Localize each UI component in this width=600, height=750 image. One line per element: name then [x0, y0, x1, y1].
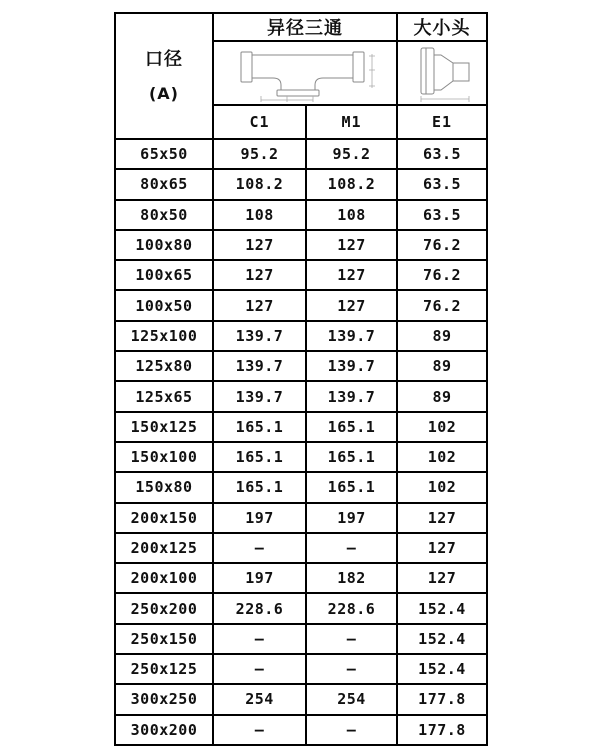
corner-header-cell [115, 13, 213, 139]
size-cell: 80x50 [115, 200, 213, 230]
size-cell: 100x80 [115, 230, 213, 260]
table-row [115, 230, 487, 260]
table-row [115, 412, 487, 442]
e1-cell: 76.2 [397, 290, 487, 320]
m1-cell: 127 [306, 290, 397, 320]
c1-cell: — [213, 533, 306, 563]
m1-cell: 197 [306, 503, 397, 533]
e1-cell: 89 [397, 381, 487, 411]
c1-cell: 127 [213, 260, 306, 290]
table-row [115, 169, 487, 199]
size-cell: 125x100 [115, 321, 213, 351]
table-row [115, 684, 487, 714]
size-cell: 300x200 [115, 715, 213, 745]
size-cell: 125x80 [115, 351, 213, 381]
c1-cell: 165.1 [213, 442, 306, 472]
fittings-dimension-table [114, 12, 488, 746]
e1-cell: 127 [397, 533, 487, 563]
c1-cell: 228.6 [213, 593, 306, 623]
e1-cell: 63.5 [397, 139, 487, 169]
e1-cell: 89 [397, 351, 487, 381]
table-row [115, 593, 487, 623]
size-cell: 150x80 [115, 472, 213, 502]
c1-cell: 139.7 [213, 381, 306, 411]
m1-cell: 165.1 [306, 442, 397, 472]
table-row [115, 290, 487, 320]
c1-cell: 165.1 [213, 472, 306, 502]
table-body [115, 139, 487, 745]
size-cell: 250x200 [115, 593, 213, 623]
m1-cell: 182 [306, 563, 397, 593]
c1-cell: — [213, 624, 306, 654]
e1-cell: 177.8 [397, 715, 487, 745]
e1-cell: 63.5 [397, 200, 487, 230]
size-cell: 65x50 [115, 139, 213, 169]
c1-cell: 139.7 [213, 321, 306, 351]
corner-header-line1: 口径 [145, 48, 183, 70]
c1-cell: 197 [213, 503, 306, 533]
c1-cell: — [213, 715, 306, 745]
m1-cell: 127 [306, 230, 397, 260]
column-header-c1: C1 [213, 105, 306, 139]
c1-cell: — [213, 654, 306, 684]
m1-cell: 139.7 [306, 321, 397, 351]
table-row [115, 533, 487, 563]
size-cell: 125x65 [115, 381, 213, 411]
size-cell: 100x65 [115, 260, 213, 290]
size-cell: 200x100 [115, 563, 213, 593]
c1-cell: 197 [213, 563, 306, 593]
m1-cell: 165.1 [306, 412, 397, 442]
m1-cell: 165.1 [306, 472, 397, 502]
e1-cell: 102 [397, 442, 487, 472]
e1-cell: 127 [397, 563, 487, 593]
table-row [115, 472, 487, 502]
tee-drawing-cell [213, 41, 397, 105]
table-row [115, 139, 487, 169]
size-cell: 300x250 [115, 684, 213, 714]
c1-cell: 95.2 [213, 139, 306, 169]
m1-cell: — [306, 715, 397, 745]
table-row [115, 624, 487, 654]
m1-cell: 95.2 [306, 139, 397, 169]
table-row [115, 442, 487, 472]
size-cell: 250x125 [115, 654, 213, 684]
table-row [115, 654, 487, 684]
e1-cell: 102 [397, 472, 487, 502]
e1-cell: 63.5 [397, 169, 487, 199]
reducing-tee-icon [225, 44, 385, 102]
m1-cell: 127 [306, 260, 397, 290]
table-row [115, 321, 487, 351]
c1-cell: 108 [213, 200, 306, 230]
e1-cell: 152.4 [397, 654, 487, 684]
table-row [115, 715, 487, 745]
size-cell: 100x50 [115, 290, 213, 320]
e1-cell: 152.4 [397, 593, 487, 623]
m1-cell: — [306, 654, 397, 684]
size-cell: 150x100 [115, 442, 213, 472]
c1-cell: 127 [213, 290, 306, 320]
e1-cell: 127 [397, 503, 487, 533]
group-header-tee: 异径三通 [213, 13, 397, 41]
m1-cell: 254 [306, 684, 397, 714]
e1-cell: 177.8 [397, 684, 487, 714]
c1-cell: 165.1 [213, 412, 306, 442]
table-row [115, 563, 487, 593]
m1-cell: 108 [306, 200, 397, 230]
table-row [115, 200, 487, 230]
table-row [115, 260, 487, 290]
e1-cell: 89 [397, 321, 487, 351]
c1-cell: 254 [213, 684, 306, 714]
m1-cell: — [306, 624, 397, 654]
c1-cell: 139.7 [213, 351, 306, 381]
c1-cell: 127 [213, 230, 306, 260]
c1-cell: 108.2 [213, 169, 306, 199]
corner-header-line2: (A) [148, 84, 179, 104]
size-cell: 250x150 [115, 624, 213, 654]
size-cell: 200x150 [115, 503, 213, 533]
m1-cell: 228.6 [306, 593, 397, 623]
table-row [115, 351, 487, 381]
group-header-row [115, 13, 487, 41]
m1-cell: 139.7 [306, 381, 397, 411]
reducer-drawing-cell [397, 41, 487, 105]
reducer-icon [403, 44, 481, 102]
e1-cell: 102 [397, 412, 487, 442]
size-cell: 200x125 [115, 533, 213, 563]
table-header [115, 13, 487, 139]
e1-cell: 152.4 [397, 624, 487, 654]
column-header-e1: E1 [397, 105, 487, 139]
column-header-m1: M1 [306, 105, 397, 139]
m1-cell: — [306, 533, 397, 563]
e1-cell: 76.2 [397, 230, 487, 260]
table-row [115, 503, 487, 533]
e1-cell: 76.2 [397, 260, 487, 290]
size-cell: 80x65 [115, 169, 213, 199]
size-cell: 150x125 [115, 412, 213, 442]
table-row [115, 381, 487, 411]
m1-cell: 139.7 [306, 351, 397, 381]
group-header-reducer: 大小头 [397, 13, 487, 41]
m1-cell: 108.2 [306, 169, 397, 199]
